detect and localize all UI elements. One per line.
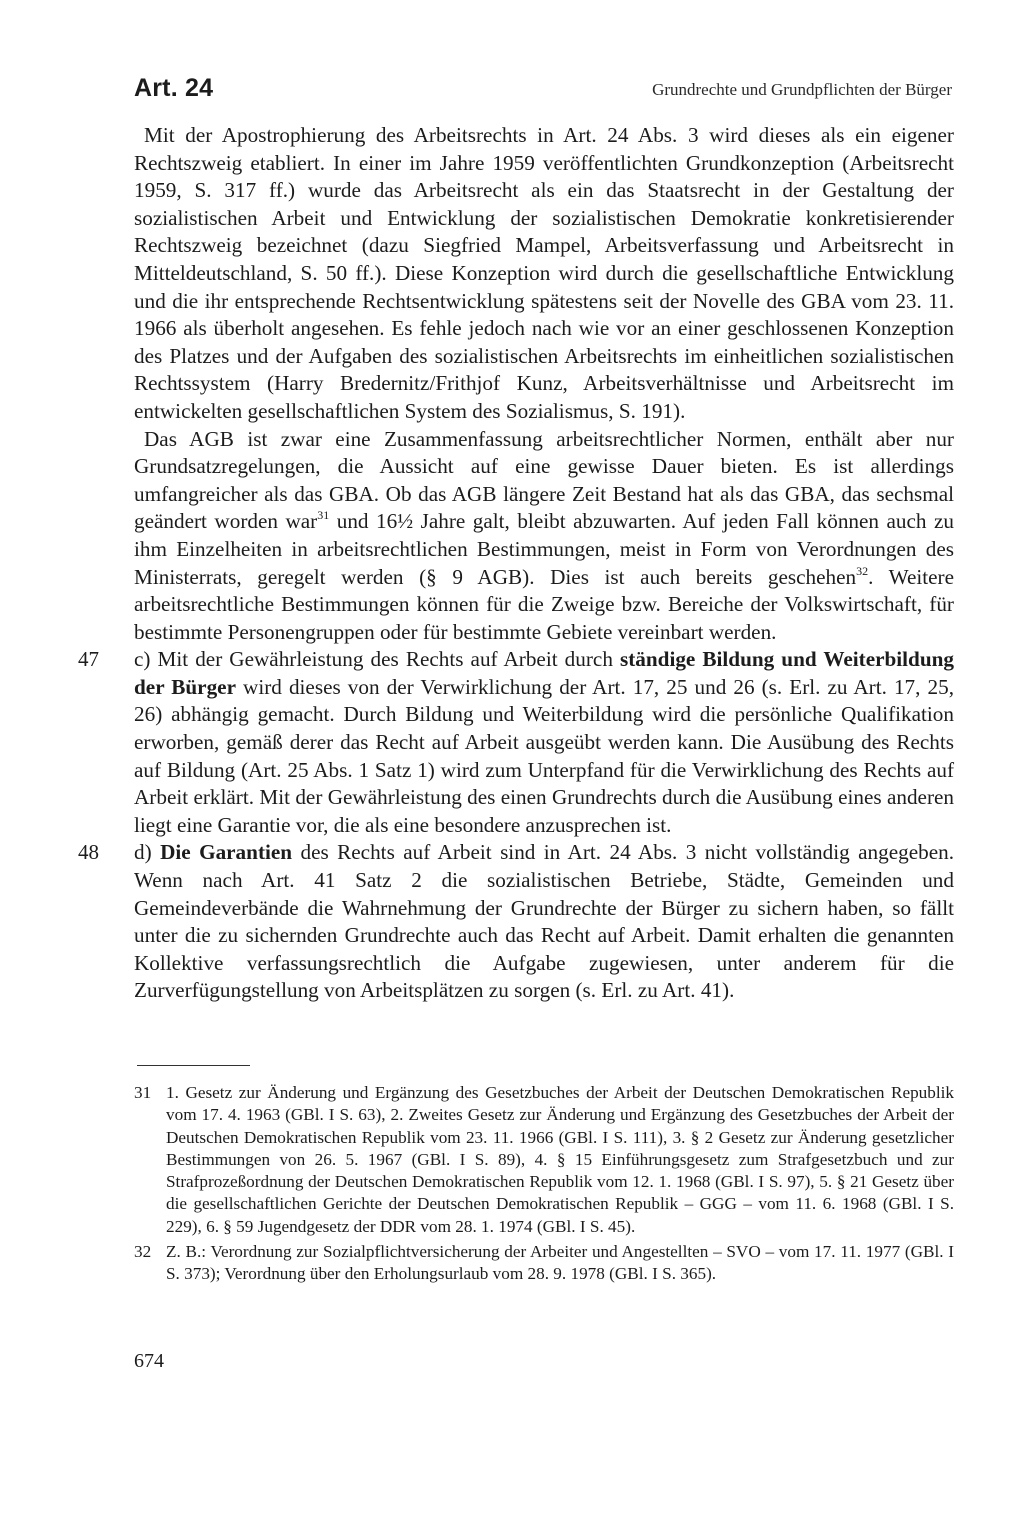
footnote-text: 1. Gesetz zur Änderung und Ergänzung des Gesetzbuches der Arbeit der Deutschen Demokratischen Republik vom 17. 4. 1963 (GBl. I S. 63), 2. Zweites Gesetz zur Änderung und Ergänzung des Gesetzbuches der Arbeit der Deutschen Demokratischen Republik vom 23. 11. 1966 (GBl. I S. 111), 3. § 2 Gesetz zur Änderung gesetzlicher Bestimmungen von 26. 5. 1967 (GBl. I S. 89), 4. § 15 Einführungsgesetz zum Strafgesetzbuch und zur Strafprozeßordnung der Deutschen Demokratischen Republik vom 12. 1. 1968 (GBl. I S. 97), 5. § 21 Gesetz über die gesellschaftlichen Gerichte der Deutschen Demokratischen Republik – GGG – vom 11. 6. 1968 (GBl. I S. 229), 6. § 59 Jugendgesetz der DDR vom 28. 1. 1974 (GBl. I S. 45). [166,1083,954,1236]
paragraph-48-text-1: d) [134,840,161,865]
paragraph-agb-text-2: und 16½ Jahre galt, bleibt abzuwarten. Auf jeden Fall können auch zu ihm Einzelheiten in arbeitsrechtlichen Bestimmungen, meist in Form von Verordnungen des Ministerrats, geregelt werden (§ 9 AGB). Dies ist auch bereits geschehen [134,509,954,589]
footnote-text: Z. B.: Verordnung zur Sozialpflichtversicherung der Arbeiter und Angestellten – SVO – vom 17. 11. 1977 (GBl. I S. 373); Verordnung über den Erholungsurlaub vom 28. 9. 1978 (GBl. I S. 365). [166,1242,954,1284]
footnote-ref-32[interactable]: 32 [856,563,869,578]
paragraph-47-text-1: c) Mit der Gewährleistung des Rechts auf Arbeit durch [134,647,620,672]
paragraph-48 [78,839,955,1005]
paragraph-48-text-2: des Rechts auf Arbeit sind in Art. 24 Abs. 3 nicht vollständig angegeben. Wenn nach Art. 41 Satz 2 die sozialistischen Betriebe, Städte, Gemeinden und Gemeindeverbände die Wahrnehmung der Grundrechte der Bürger zu sichern haben, so fällt unter die zu sichernden Grundrechte auch das Recht auf Arbeit. Damit erhalten die genannten Kollektive verfassungsrechtlich die Aufgabe zugewiesen, unter anderem für die Zurverfügungstellung von Arbeitsplätzen zu sorgen (s. Erl. zu Art. 41). [134,840,955,1003]
paragraph-47-text-2: wird dieses von der Verwirklichung der Art. 17, 25 und 26 (s. Erl. zu Art. 17, 25, 26) abhängig gemacht. Durch Bildung und Weiterbildung wird die persönliche Qualifikation erworben, gemäß derer das Recht auf Arbeit ausgeübt werden kann. Die Ausübung des Rechts auf Bildung (Art. 25 Abs. 1 Satz 1) wird zum Unterpfand für die Verwirklichung des Rechts auf Arbeit erklärt. Mit der Gewährleistung des einen Grundrechts durch die Ausübung eines anderen liegt eine Garantie vor, die als eine besondere anzusprechen ist. [134,674,954,837]
paragraph-47 [78,646,954,839]
paragraph-agb-text-3: . Weitere arbeitsrechtliche Bestimmungen können für die Zweige bzw. Bereiche der Volkswirtschaft, für bestimmte Personengruppen oder für bestimmte Gebiete vereinbart werden. [134,564,954,644]
footnote-32 [134,1241,954,1286]
paragraph-agb-text-1: Das AGB ist zwar eine Zusammenfassung arbeitsrechtlicher Normen, enthält aber nur Grundsatzregelungen, die Aussicht auf eine gewisse Dauer bieten. Es ist allerdings umfangreicher als das GBA. Ob das AGB längere Zeit Bestand hat als das GBA, das sechsmal geändert worden war [134,426,954,534]
section-running-head: Grundrechte und Grundpflichten der Bürger [652,80,952,99]
body-text [78,122,955,1005]
footnote-separator [137,1065,250,1066]
footnote-number: 31 [134,1083,152,1102]
paragraph-agb [134,426,954,647]
paragraph-47-emphasis: ständige Bildung und Weiterbildung der Bürger [134,647,954,699]
margin-number-47: 47 [78,647,99,672]
paragraph-48-emphasis: Die Garantien [160,840,293,865]
footnotes [134,1082,954,1289]
article-heading: Art. 24 [134,74,214,102]
footnote-number: 32 [134,1242,152,1262]
paragraph-arbeitsrecht: Mit der Apostrophierung des Arbeitsrechts in Art. 24 Abs. 3 wird dieses als ein eigener Rechtszweig etabliert. In einer im Jahre 1959 veröffentlichten Grundkonzeption (Arbeitsrecht 1959, S. 317 ff.) wurde das Arbeitsrecht als ein das Staatsrecht in der Gestaltung der sozialistischen Arbeit und Entwicklung der sozialistischen Demokratie konkretisierender Rechtszweig bezeichnet (dazu Siegfried Mampel, Arbeitsverfassung und Arbeitsrecht in Mitteldeutschland, S. 50 ff.). Diese Konzeption wird durch die gesellschaftliche Entwicklung und die ihr entsprechende Rechtsentwicklung spätestens seit der Novelle des GBA vom 23. 11. 1966 als überholt angesehen. Es fehle jedoch nach wie vor an einer geschlossenen Konzeption des Platzes und der Aufgaben des sozialistischen Arbeitsrechts im einheitlichen sozialistischen Rechtssystem (Harry Bredernitz/Frithjof Kunz, Arbeitsverhältnisse und Arbeitsrecht im entwickelten gesellschaftlichen System des Sozialismus, S. 191). [134,123,954,423]
page-number: 674 [134,1350,164,1372]
footnote-ref-31[interactable]: 31 [317,508,330,523]
footnote-31 [134,1082,954,1238]
margin-number-48: 48 [78,840,99,865]
